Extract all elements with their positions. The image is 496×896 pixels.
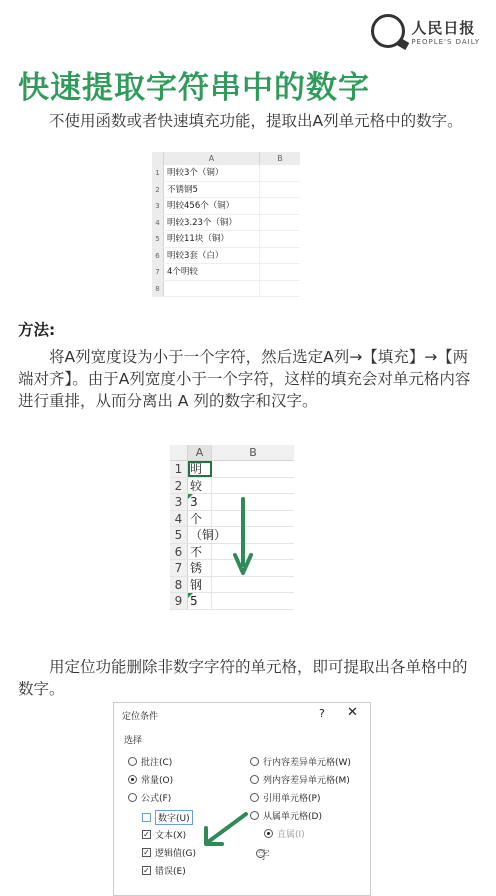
row-number: 8 (152, 281, 164, 297)
table-row (152, 215, 300, 232)
cell-a: 4个明较 (164, 264, 260, 280)
cell-a: 锈 (188, 560, 212, 576)
pointer-arrow-icon (200, 810, 250, 850)
radio-comments[interactable] (128, 755, 172, 768)
option-label: 错误(E) (155, 867, 186, 877)
table-row (170, 560, 294, 577)
cell-b (212, 478, 294, 494)
checkbox-checked-icon: ✓ (143, 848, 150, 857)
cell-a: 明较456个（铜） (164, 198, 260, 214)
cell-a: 个 (188, 511, 212, 527)
row-number: 7 (152, 264, 164, 280)
checkbox-numbers[interactable] (142, 810, 193, 825)
corner-cell (170, 445, 188, 460)
radio-icon (128, 757, 137, 766)
intro-paragraph: 不使用函数或者快速填充功能，提取出A列单元格中的数字。 (49, 112, 463, 130)
option-label: 公式(F) (141, 794, 172, 804)
cell-a: （铜） (190, 528, 227, 542)
option-label: 行内容差异单元格(W) (263, 758, 351, 768)
cell-b (212, 494, 294, 510)
option-label: 直属(I) (277, 830, 305, 840)
row-number: 4 (170, 511, 188, 527)
help-button[interactable]: ? (319, 707, 325, 720)
radio-icon (250, 793, 259, 802)
cell-a-value: 3 (190, 495, 198, 509)
logo-english-text: PEOPLE'S DAILY (411, 37, 480, 46)
cell-a: 明较3.23个（铜） (164, 215, 260, 231)
peoples-daily-logo (371, 14, 480, 48)
table-row (170, 527, 294, 544)
row-number: 5 (170, 527, 188, 543)
cell-a (188, 593, 212, 609)
down-arrow-icon (233, 497, 253, 577)
cell-b (212, 560, 294, 576)
option-label: 引用单元格(P) (263, 794, 321, 804)
cell-b (212, 461, 294, 477)
option-label: 批注(C) (141, 758, 173, 768)
radio-column-differences[interactable] (250, 773, 350, 786)
cell-a: 明 (188, 461, 212, 477)
method-paragraph: 将A列宽度设为小于一个字符，然后选定A列→【填充】→【两端对齐】。由于A列宽度小于一个字符，这样的填充会对单元格内容进行重排，从而分离出 A 列的数字和汉字。 (18, 348, 471, 410)
cell-a: 明较11块（铜） (164, 231, 260, 247)
cell-a: 明较3个（铜） (164, 165, 260, 181)
table-row (170, 544, 294, 561)
radio-formulas[interactable] (128, 791, 171, 804)
table-row (152, 231, 300, 248)
table-row (152, 281, 300, 298)
cell-a (188, 494, 212, 510)
checkbox-unchecked-icon (142, 813, 151, 822)
number-as-text-marker-icon (188, 494, 193, 499)
radio-selected-icon (264, 829, 273, 838)
radio-selected-icon (128, 775, 137, 784)
row-number: 9 (170, 593, 188, 609)
cell-b (212, 511, 294, 527)
table-row (152, 264, 300, 281)
at-sign-icon (371, 14, 405, 48)
table-row (170, 494, 294, 511)
column-a-header: A (188, 445, 212, 460)
radio-icon (250, 775, 259, 784)
radio-precedents[interactable] (250, 791, 320, 804)
radio-constants[interactable] (128, 773, 173, 786)
option-label: 数字(U) (155, 810, 193, 825)
corner-cell (152, 152, 164, 165)
table-row (170, 461, 294, 478)
cell-a (164, 281, 260, 297)
spreadsheet-original (152, 152, 300, 304)
cell-a-value: 5 (190, 594, 198, 608)
table-row (152, 248, 300, 265)
page-title: 快速提取字符串中的数字 (18, 70, 370, 106)
row-number: 8 (170, 577, 188, 593)
table-row (170, 577, 294, 594)
radio-row-differences[interactable] (250, 755, 351, 768)
radio-icon (250, 757, 259, 766)
row-number: 7 (170, 560, 188, 576)
table-row (152, 198, 300, 215)
row-number: 3 (170, 494, 188, 510)
goto-special-dialog (113, 702, 371, 896)
table-row (170, 478, 294, 495)
table-row (170, 593, 294, 610)
column-header-row (152, 152, 300, 165)
radio-icon (250, 811, 259, 820)
radio-direct-only[interactable] (264, 827, 305, 840)
cell-a: 明较3套（白） (164, 248, 260, 264)
checkbox-logicals[interactable] (142, 846, 196, 859)
row-number: 2 (152, 182, 164, 198)
option-label: 从属单元格(D) (263, 812, 322, 822)
radio-dependents[interactable] (250, 809, 322, 822)
option-label: 逻辑值(G) (155, 849, 196, 859)
close-button[interactable]: ✕ (347, 705, 358, 720)
row-number: 4 (152, 215, 164, 231)
row-number: 3 (152, 198, 164, 214)
cell-a: 钢 (188, 577, 212, 593)
table-row (170, 511, 294, 528)
row-number: 6 (152, 248, 164, 264)
cell-a: 不锈钢5 (164, 182, 260, 198)
row-number: 6 (170, 544, 188, 560)
option-label: 列内容差异单元格(M) (263, 776, 350, 786)
select-group-label: 选择 (124, 736, 143, 746)
cell-b (212, 593, 294, 609)
column-b-header: B (249, 446, 257, 459)
row-number: 2 (170, 478, 188, 494)
cell-b (212, 544, 294, 560)
radio-icon (128, 793, 137, 802)
table-row (152, 165, 300, 182)
dialog-title: 定位条件 (122, 712, 159, 722)
number-as-text-marker-icon (188, 593, 193, 598)
checkbox-checked-icon: ✓ (143, 866, 150, 875)
logo-chinese-text: 人民日报 (411, 18, 476, 37)
row-number: 5 (152, 231, 164, 247)
column-a-header: A (164, 152, 260, 165)
cell-b (212, 577, 294, 593)
row-number: 1 (152, 165, 164, 181)
option-label: 常量(O) (141, 776, 174, 786)
method-heading: 方法: (18, 321, 56, 339)
cell-a: 不 (188, 544, 212, 560)
option-label: 文本(X) (155, 831, 187, 841)
watermark-text: 字 (258, 848, 271, 862)
column-b-header: B (277, 154, 283, 163)
table-row (152, 182, 300, 199)
checkbox-checked-icon: ✓ (143, 830, 150, 839)
step2-paragraph: 用定位功能删除非数字字符的单元格，即可提取出各单格中的数字。 (18, 658, 468, 698)
cell-a: 较 (188, 478, 212, 494)
checkbox-text[interactable] (142, 828, 186, 841)
row-number: 1 (170, 461, 188, 477)
spreadsheet-split (170, 445, 294, 610)
checkbox-errors[interactable] (142, 864, 186, 877)
column-header-row (170, 445, 294, 461)
